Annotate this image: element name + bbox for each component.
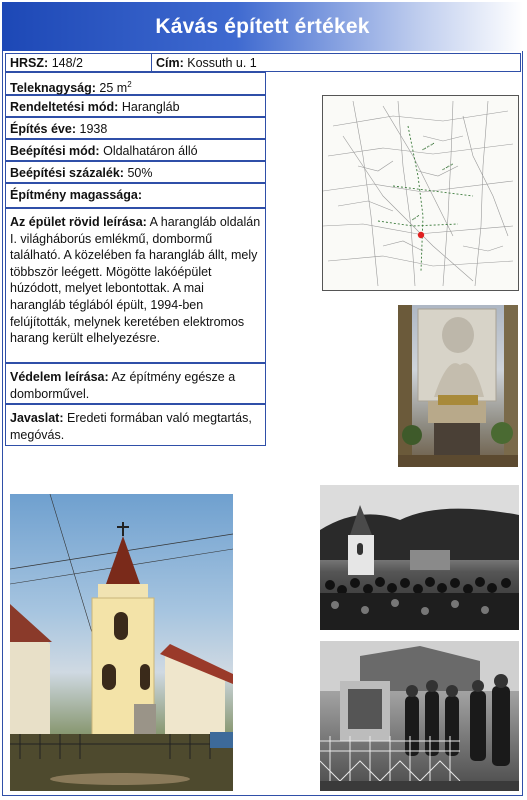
- hrsz-label: HRSZ:: [10, 56, 49, 70]
- bell-tower-photo: [10, 494, 233, 791]
- beepitesi-szazalek-row: [5, 161, 266, 183]
- leiras-row: [5, 208, 266, 363]
- site-map-drawing: [323, 96, 518, 290]
- relief-monument-drawing: [398, 305, 518, 467]
- javaslat-value: Eredeti formában való megtartás, megóvás.: [10, 411, 252, 442]
- vedelem-row: [5, 363, 266, 404]
- cim-value: Kossuth u. 1: [187, 56, 257, 70]
- epites-label: Építés éve:: [10, 122, 77, 136]
- beepitesi-szazalek-value: 50%: [127, 166, 153, 180]
- rendeltetesi-value: Harangláb: [121, 100, 180, 114]
- hrsz-value: 148/2: [51, 56, 83, 70]
- teleknagysag-value: 25 m: [99, 81, 128, 96]
- javaslat-row: [5, 404, 266, 446]
- historical-photo-crowd-drawing: [320, 485, 519, 630]
- svg-text:▪▪▪ ▪▪ ▪▪▪: ▪▪▪ ▪▪ ▪▪▪: [421, 140, 436, 152]
- rendeltetesi-label: Rendeltetési mód:: [10, 100, 119, 114]
- svg-text:▪▪▪ ▪▪: ▪▪▪ ▪▪: [410, 213, 421, 222]
- svg-text:▪▪ ▪▪▪ ▪▪: ▪▪ ▪▪▪ ▪▪: [441, 161, 455, 172]
- historical-photo-ceremony-drawing: [320, 641, 519, 791]
- magassag-label: Építmény magassága:: [10, 188, 142, 202]
- historical-photo-crowd: [320, 485, 519, 630]
- page-title: Kávás épített értékek: [155, 15, 370, 38]
- site-map: [322, 95, 519, 291]
- magassag-row: [5, 183, 266, 208]
- vedelem-label: Védelem leírása:: [10, 370, 109, 384]
- leiras-value: A harangláb oldalán I. világháborús emlékmű, dombormű található. A közelében fa harangláb állt, mely többször leégett. Mögötte lakóépület húzódott, melyet lebontottak. A mai harangláb téglából épült, 1994-ben felújították, melynek keretében elektromos harang került elhelyezésre.: [10, 215, 261, 346]
- beepitesi-mod-row: [5, 139, 266, 161]
- rendeltetesi-row: [5, 95, 266, 117]
- beepitesi-szazalek-label: Beépítési százalék:: [10, 166, 124, 180]
- historical-photo-ceremony: [320, 641, 519, 791]
- beepitesi-mod-label: Beépítési mód:: [10, 144, 100, 158]
- header-bar: [2, 2, 523, 51]
- epites-row: [5, 117, 266, 139]
- epites-value: 1938: [79, 122, 108, 136]
- bell-tower-drawing: [10, 494, 233, 791]
- hrsz-cell: [5, 53, 152, 72]
- relief-monument-photo: [398, 305, 518, 467]
- beepitesi-mod-value: Oldalhatáron álló: [103, 144, 198, 158]
- cim-cell: [151, 53, 521, 72]
- leiras-label: Az épület rövid leírása:: [10, 215, 147, 229]
- vedelem-value: Az építmény egésze a domborművel.: [10, 370, 236, 401]
- javaslat-label: Javaslat:: [10, 411, 64, 425]
- teleknagysag-label: Teleknagyság:: [10, 81, 96, 96]
- cim-label: Cím:: [156, 56, 184, 70]
- location-marker-icon: [418, 232, 424, 238]
- teleknagysag-row: [5, 72, 266, 95]
- teleknagysag-sup: 2: [127, 80, 132, 89]
